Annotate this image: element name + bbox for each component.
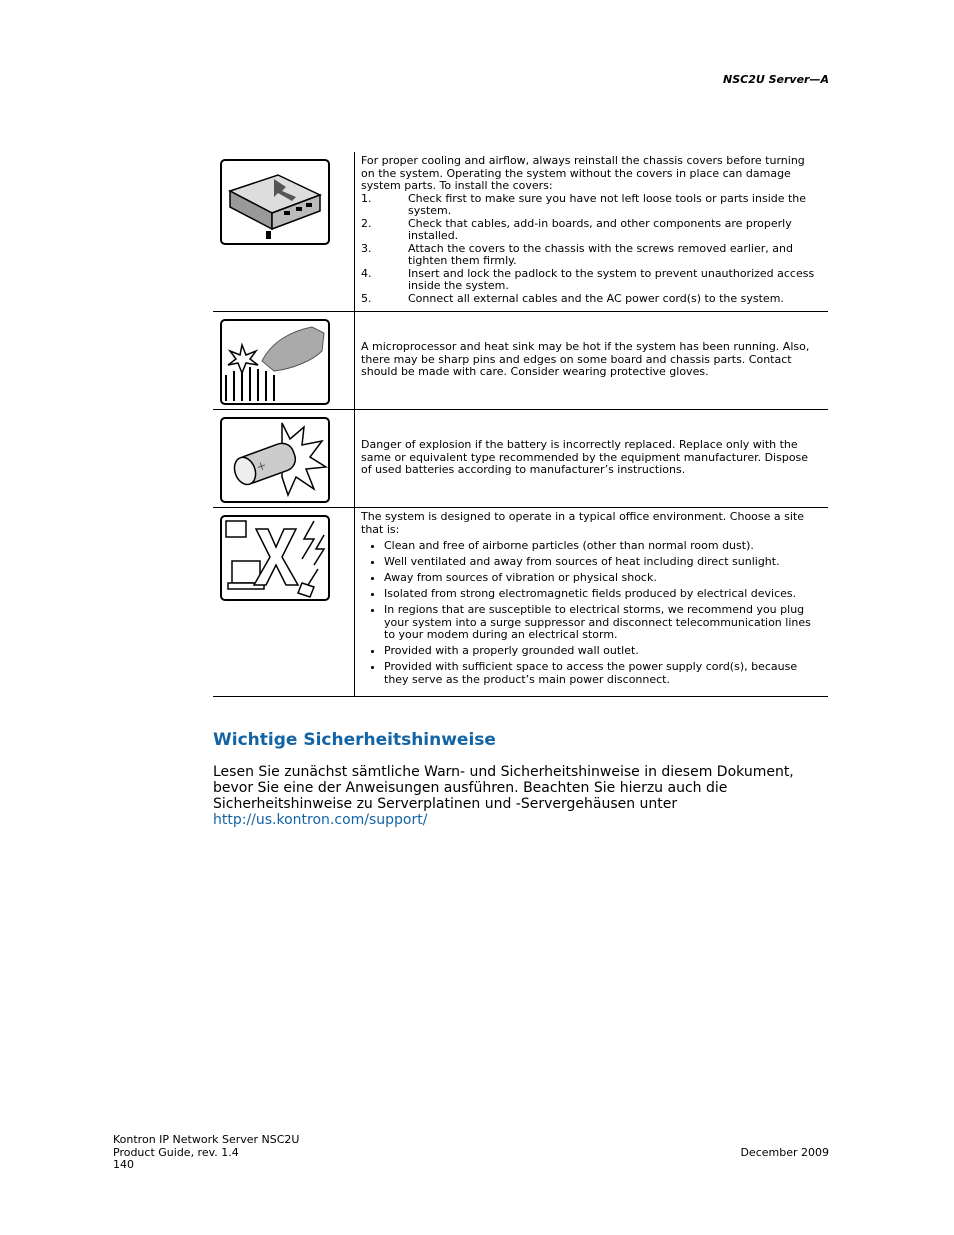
list-item: • Away from sources of vibration or physical shock. bbox=[384, 572, 820, 585]
section-body bbox=[213, 764, 833, 828]
list-item: 5. Connect all external cables and the AC power cord(s) to the system. bbox=[361, 291, 784, 305]
running-head: NSC2U Server—A bbox=[723, 73, 829, 86]
list-item: 1. Check first to make sure you have not left loose tools or parts inside the system. bbox=[361, 191, 807, 217]
list-item: • Provided with sufficient space to access the power supply cord(s), because they serve as the product’s main power disconnect. bbox=[384, 661, 820, 686]
footer-left bbox=[113, 1134, 299, 1172]
hot-heatsink-icon bbox=[220, 319, 330, 405]
table-row bbox=[213, 410, 828, 508]
chassis-cover-icon bbox=[220, 159, 330, 245]
list-item: • In regions that are susceptible to electrical storms, we recommend you plug your system into a surge suppressor and disconnect telecommunication lines to your modem during an electrical storm. bbox=[384, 604, 820, 642]
list-item: • Provided with a properly grounded wall outlet. bbox=[384, 645, 820, 658]
support-link[interactable]: http://us.kontron.com/support/ bbox=[213, 812, 428, 828]
footer-date: December 2009 bbox=[740, 1146, 829, 1159]
heatsink-warning-text: A microprocessor and heat sink may be hot if the system has been running. Also, there may be sharp pins and edges on some board and chassis parts. Contact should be made with care. Consider wearing protective gloves. bbox=[361, 340, 810, 378]
list-item: • Isolated from strong electromagnetic fields produced by electrical devices. bbox=[384, 588, 820, 601]
cover-intro: For proper cooling and airflow, always reinstall the chassis covers before turning on the system. Operating the system without the covers in place can damage system parts. To install the covers: bbox=[361, 154, 805, 192]
battery-explosion-icon bbox=[220, 417, 330, 503]
list-item: 3. Attach the covers to the chassis with the screws removed earlier, and tighten them firmly. bbox=[361, 241, 793, 267]
safety-table bbox=[213, 152, 828, 697]
site-intro: The system is designed to operate in a typical office environment. Choose a site that is: bbox=[361, 510, 805, 536]
svg-text:+: + bbox=[254, 457, 269, 475]
cover-steps bbox=[361, 193, 820, 306]
battery-warning-text: Danger of explosion if the battery is incorrectly replaced. Replace only with the same or equivalent type recommended by the equipment manufacturer. Dispose of used batteries according to manufacturer’s instructions. bbox=[361, 438, 809, 476]
section-body-text: Lesen Sie zunächst sämtliche Warn- und Sicherheitshinweise in diesem Dokument, bevor Sie eine der Anweisungen ausführen. Beachten Sie hierzu auch die Sicherheitshinweise zu Serverplatinen und -Servergehäusen unter bbox=[213, 764, 794, 812]
list-item: 2. Check that cables, add-in boards, and other components are properly installed. bbox=[361, 216, 792, 242]
site-environment-icon bbox=[220, 515, 330, 601]
section-heading: Wichtige Sicherheitshinweise bbox=[213, 730, 496, 750]
list-item: • Well ventilated and away from sources of heat including direct sunlight. bbox=[384, 556, 820, 569]
site-requirements-list bbox=[361, 540, 820, 686]
table-row bbox=[213, 152, 828, 312]
list-item: • Clean and free of airborne particles (other than normal room dust). bbox=[384, 540, 820, 553]
footer-revision: Product Guide, rev. 1.4 bbox=[113, 1145, 239, 1159]
table-row bbox=[213, 508, 828, 697]
table-row bbox=[213, 312, 828, 410]
footer-product: Kontron IP Network Server NSC2U bbox=[113, 1133, 300, 1146]
page-number: 140 bbox=[113, 1158, 134, 1171]
list-item: 4. Insert and lock the padlock to the system to prevent unauthorized access inside the system. bbox=[361, 266, 815, 292]
